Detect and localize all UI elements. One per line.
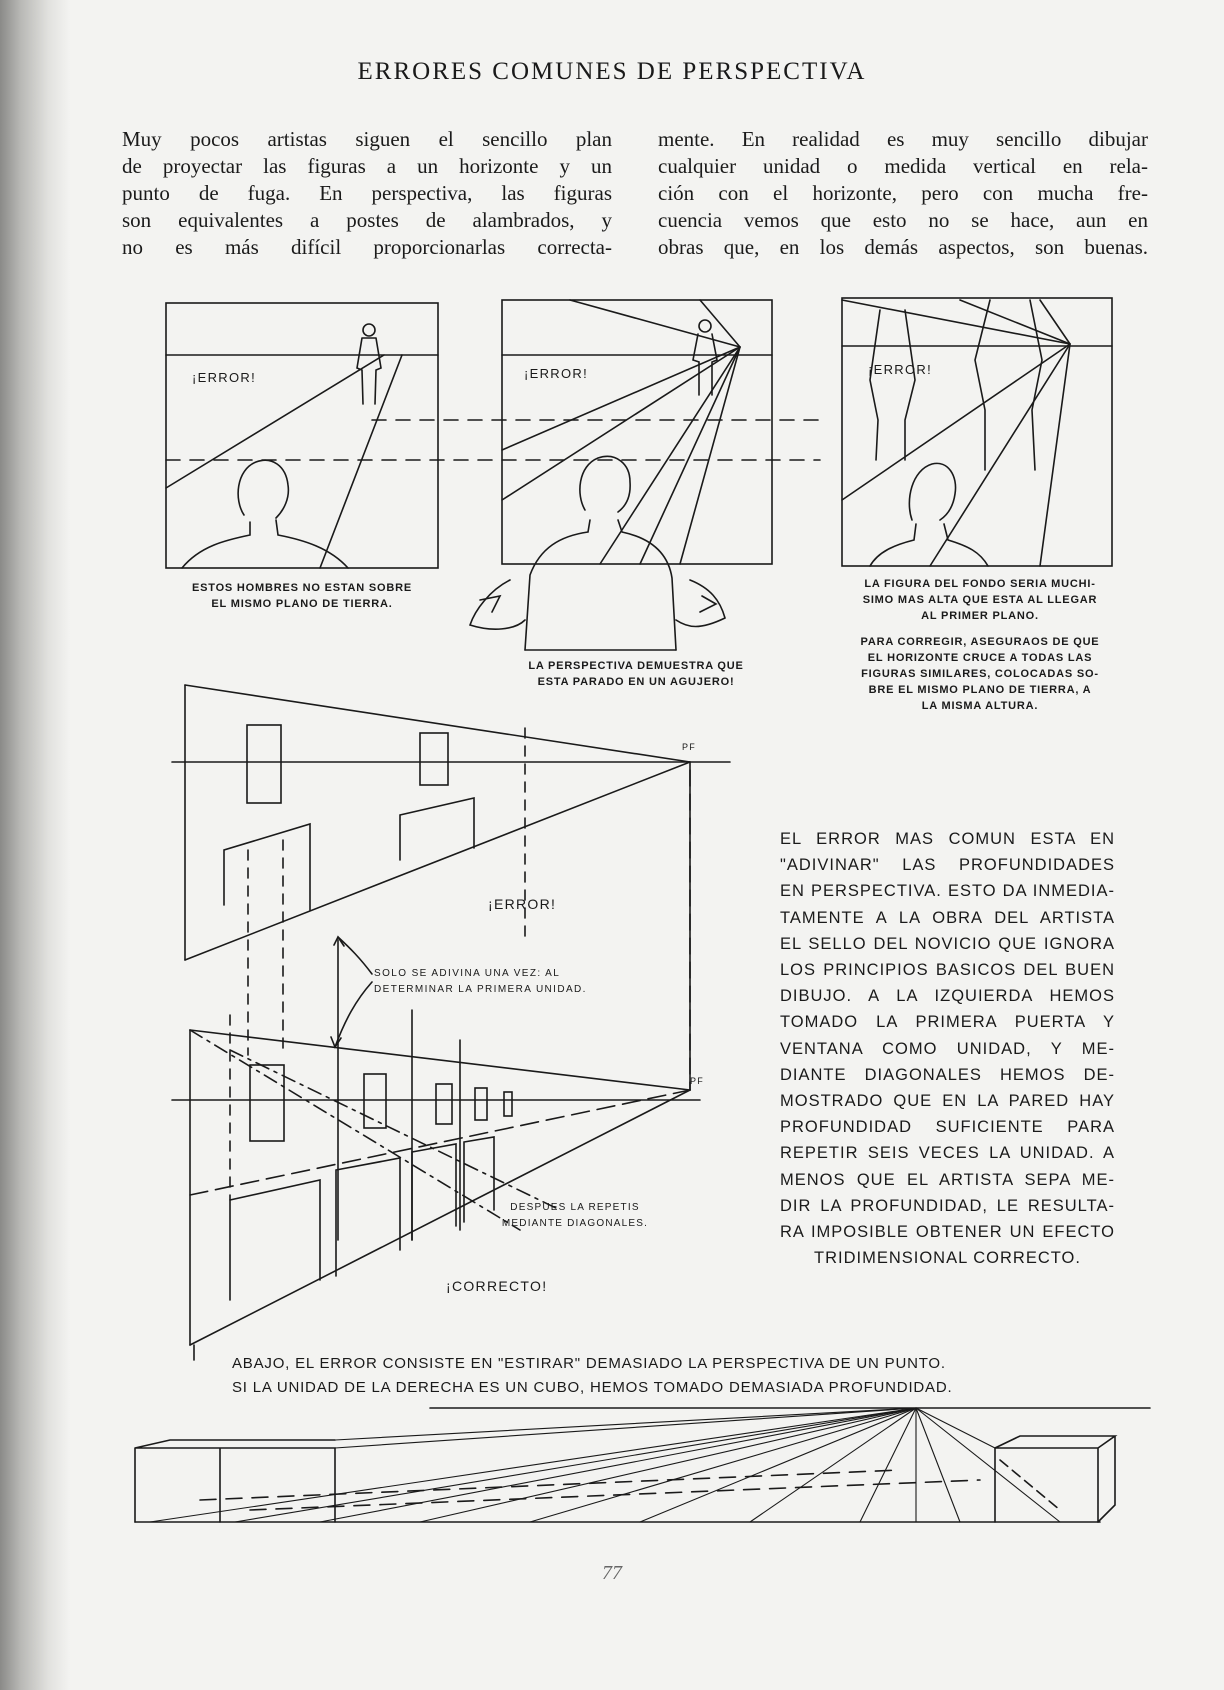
caption-line: ESTA PARADO EN UN AGUJERO! (537, 676, 735, 688)
intro-line: cuencia vemos que esto no se hace, aun en (658, 208, 1148, 232)
main-line: DIR LA PROFUNDIDAD, LE RESULTA- (780, 1196, 1115, 1215)
panel-1-caption (166, 580, 438, 612)
intro-line: obras que, en los demás aspectos, son buenas. (658, 235, 1148, 259)
pf-bottom-label: PF (690, 1076, 705, 1086)
intro-line: son equivalentes a postes de alambrados, y (122, 208, 612, 232)
intro-line: no es más difícil proporcionarlas correcta- (122, 235, 612, 259)
caption-line: FIGURAS SIMILARES, COLOCADAS SO- (861, 668, 1099, 680)
bottom-caption-line: SI LA UNIDAD DE LA DERECHA ES UN CUBO, HEMOS TOMADO DEMASIADA PROFUNDIDAD. (232, 1379, 953, 1396)
note-line: DESPUES LA REPETIS (510, 1202, 640, 1213)
caption-line: SIMO MAS ALTA QUE ESTA AL LLEGAR (862, 594, 1098, 606)
guess-note (374, 966, 634, 998)
main-explanation (780, 826, 1115, 1271)
panel-3-fix-caption (840, 634, 1120, 714)
wall-error-label: ¡ERROR! (488, 896, 557, 912)
main-line: "ADIVINAR" LAS PROFUNDIDADES (780, 856, 1115, 875)
caption-line: AL PRIMER PLANO. (921, 610, 1039, 622)
panel-1-error-label: ¡ERROR! (192, 370, 256, 385)
wall-correct-label: ¡CORRECTO! (446, 1278, 548, 1294)
caption-line: LA MISMA ALTURA. (921, 700, 1039, 712)
caption-line: EL HORIZONTE CRUCE A TODAS LAS (867, 652, 1093, 664)
panel-2-error-label: ¡ERROR! (524, 366, 588, 381)
main-line: DIANTE DIAGONALES HEMOS DE- (780, 1065, 1115, 1084)
main-line: MENOS QUE EL ARTISTA SEPA ME- (780, 1170, 1115, 1189)
intro-line: punto de fuga. En perspectiva, las figuras (122, 181, 612, 205)
main-line-last: TRIDIMENSIONAL CORRECTO. (814, 1249, 1081, 1268)
bottom-perspective-drawing (135, 1408, 1150, 1522)
caption-line: EL MISMO PLANO DE TIERRA. (211, 598, 393, 610)
panel-3-error-label: ¡ERROR! (868, 362, 932, 377)
main-line: EL ERROR MAS COMUN ESTA EN (780, 830, 1115, 848)
pf-top-label: PF (682, 742, 697, 752)
note-line: SOLO SE ADIVINA UNA VEZ: AL (374, 968, 561, 979)
main-line: EL SELLO DEL NOVICIO QUE IGNORA (780, 934, 1115, 953)
caption-line: BRE EL MISMO PLANO DE TIERRA, A (868, 684, 1092, 696)
main-line: DIBUJO. A LA IZQUIERDA HEMOS (780, 987, 1115, 1006)
bottom-caption (232, 1352, 952, 1400)
main-line: MOSTRADO QUE EN LA PARED HAY (780, 1092, 1115, 1111)
intro-line: ción con el horizonte, pero con mucha fre- (658, 181, 1148, 205)
main-line: REPETIR SEIS VECES LA UNIDAD. A (780, 1144, 1115, 1163)
note-line: DETERMINAR LA PRIMERA UNIDAD. (374, 984, 587, 995)
wall-correct-drawing (172, 937, 700, 1360)
bottom-caption-line: ABAJO, EL ERROR CONSISTE EN "ESTIRAR" DEMASIADO LA PERSPECTIVA DE UN PUNTO. (232, 1355, 946, 1372)
intro-line: mente. En realidad es muy sencillo dibujar (658, 127, 1148, 151)
intro-line: de proyectar las figuras a un horizonte y un (122, 154, 612, 178)
intro-line: cualquier unidad o medida vertical en rela- (658, 154, 1148, 178)
main-line: VENTANA COMO UNIDAD, Y ME- (780, 1039, 1115, 1058)
note-line: MEDIANTE DIAGONALES. (501, 1218, 649, 1229)
caption-line: LA FIGURA DEL FONDO SERIA MUCHI- (864, 578, 1096, 590)
wall-error-drawing (172, 685, 730, 1200)
main-line: EN PERSPECTIVA. ESTO DA INMEDIA- (780, 882, 1115, 901)
main-line: TAMENTE A LA OBRA DEL ARTISTA (780, 908, 1115, 927)
panel-3-caption (840, 576, 1120, 624)
repeat-note (490, 1200, 660, 1232)
panel-3-drawing (842, 298, 1112, 566)
intro-line: Muy pocos artistas siguen el sencillo plan (122, 127, 612, 151)
main-line: LOS PRINCIPIOS BASICOS DEL BUEN (780, 961, 1115, 980)
caption-line: PARA CORREGIR, ASEGURAOS DE QUE (860, 636, 1100, 648)
page-number: 77 (602, 1562, 622, 1584)
caption-line: LA PERSPECTIVA DEMUESTRA QUE (528, 660, 744, 672)
page-title: ERRORES COMUNES DE PERSPECTIVA (357, 58, 867, 85)
caption-line: ESTOS HOMBRES NO ESTAN SOBRE (191, 582, 413, 594)
panel-2-drawing (470, 300, 772, 650)
main-line: PROFUNDIDAD SUFICIENTE PARA (780, 1118, 1115, 1137)
main-line: TOMADO LA PRIMERA PUERTA Y (780, 1013, 1115, 1032)
panel-2-caption (500, 658, 772, 690)
main-line: RA IMPOSIBLE OBTENER UN EFECTO (780, 1223, 1115, 1242)
